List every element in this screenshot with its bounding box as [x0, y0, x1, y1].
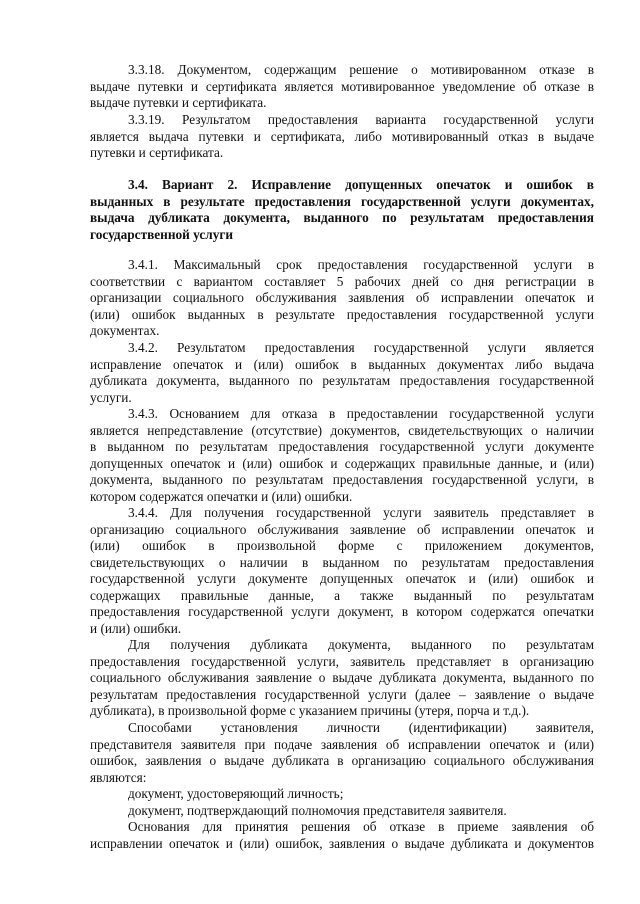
- paragraph-3-3-18: [90, 62, 594, 112]
- text-line: результатам предоставления государственной услуги (далее – заявление о выдаче: [90, 686, 594, 702]
- text-line: путевки и сертификата.: [90, 145, 224, 160]
- paragraph-3-4-3: [90, 406, 594, 505]
- paragraph-refusal-grounds: [90, 819, 594, 852]
- heading-line: 3.4. Вариант 2. Исправление допущенных опечаток и ошибок в: [128, 177, 594, 192]
- text-line: исправлении опечаток и (или) ошибок, заявления о выдаче дубликата и документов: [90, 835, 594, 851]
- text-line: предоставления государственной услуги, заявитель представляет в организацию: [90, 653, 594, 669]
- paragraph-3-3-19: [90, 112, 594, 162]
- text-line: Основания для принятия решения об отказе в приеме заявления об: [128, 819, 594, 834]
- text-line: документа, выданного по результатам предоставления государственной услуги, в: [90, 472, 594, 487]
- section-heading-3-4: [90, 177, 594, 243]
- text-line: Способами установления личности (идентификации) заявителя,: [128, 720, 594, 735]
- text-line: в выданном по результатам предоставления государственной услуги документе: [90, 439, 594, 454]
- text-line: выдаче путевки и сертификата является мотивированное уведомление об отказе в: [90, 78, 594, 94]
- text-line: представителя заявителя при подаче заявления об исправлении опечаток и (или): [90, 736, 594, 752]
- text-line: 3.3.19. Результатом предоставления варианта государственной услуги: [128, 112, 594, 127]
- list-item-authority-document: [90, 803, 594, 820]
- text-line: организацию социального обслуживания заявление об исправлении опечаток и: [90, 521, 594, 537]
- text-line: является непредставление (отсутствие) документов, свидетельствующих о наличии: [90, 422, 594, 438]
- text-line: 3.4.1. Максимальный срок предоставления государственной услуги в: [128, 257, 594, 272]
- text-line: услуги.: [90, 389, 132, 405]
- text-line: свидетельствующих о наличии в выданном по результатам предоставления: [90, 554, 594, 570]
- paragraph-duplicate: [90, 637, 594, 720]
- text-line: являются:: [90, 769, 147, 785]
- text-line: допущенных опечаток и (или) ошибок и содержащих правильные данные, и (или): [90, 455, 594, 471]
- text-line: государственной услуги документе допущенных опечаток и (или) ошибок и: [90, 571, 594, 586]
- text-line: предоставления государственной услуги документ, в котором содержатся опечатки: [90, 604, 594, 619]
- text-line: социального обслуживания заявление о выдаче дубликата документа, выданного по: [90, 670, 594, 685]
- text-line: организации социального обслуживания заявления об исправлении опечаток и: [90, 290, 594, 305]
- text-line: содержащих правильные данные, а также выданный по результатам: [90, 587, 594, 603]
- list-item-identity-document: [90, 786, 594, 803]
- text-line: (или) ошибок в произвольной форме с приложением документов,: [90, 538, 594, 553]
- text-line: (или) ошибок выданных в результате предоставления государственной услуги: [90, 306, 594, 322]
- text-line: дубликата), в произвольной форме с указанием причины (утеря, порча и т.д.).: [90, 703, 530, 718]
- paragraph-3-4-2: [90, 340, 594, 406]
- text-line: котором содержатся опечатки и (или) ошибки.: [90, 488, 353, 504]
- text-line: 3.3.18. Документом, содержащим решение о мотивированном отказе в: [128, 62, 594, 77]
- text-line: документах.: [90, 323, 160, 338]
- text-line: является выдача путевки и сертификата, либо мотивированный отказ в выдаче: [90, 128, 594, 144]
- text-line: документ, удостоверяющий личность;: [128, 786, 344, 801]
- text-line: документ, подтверждающий полномочия представителя заявителя.: [128, 803, 507, 818]
- heading-line: выданных в результате предоставления государственной услуги документах,: [90, 193, 594, 209]
- paragraph-3-4-4: [90, 505, 594, 637]
- text-line: соответствии с вариантом составляет 5 рабочих дней со дня регистрации в: [90, 273, 594, 289]
- text-line: 3.4.2. Результатом предоставления государственной услуги является: [128, 340, 594, 355]
- text-line: исправление опечаток и (или) ошибок в выданных документах либо выдача: [90, 356, 594, 372]
- text-line: Для получения дубликата документа, выданного по результатам: [128, 637, 594, 652]
- text-line: 3.4.3. Основанием для отказа в предоставлении государственной услуги: [128, 406, 594, 421]
- heading-line: выдача дубликата документа, выданного по результатам предоставления: [90, 210, 594, 225]
- text-line: ошибок, заявления о выдаче дубликата в организацию социального обслуживания: [90, 753, 594, 768]
- paragraph-3-4-1: [90, 257, 594, 340]
- paragraph-identification: [90, 720, 594, 786]
- text-line: и (или) ошибки.: [90, 620, 182, 636]
- heading-line: государственной услуги: [90, 226, 234, 242]
- text-line: дубликата документа, выданного по результатам предоставления государственной: [90, 373, 594, 388]
- text-line: выдаче путевки и сертификата.: [90, 95, 267, 110]
- text-line: 3.4.4. Для получения государственной услуги заявитель представляет в: [128, 505, 594, 520]
